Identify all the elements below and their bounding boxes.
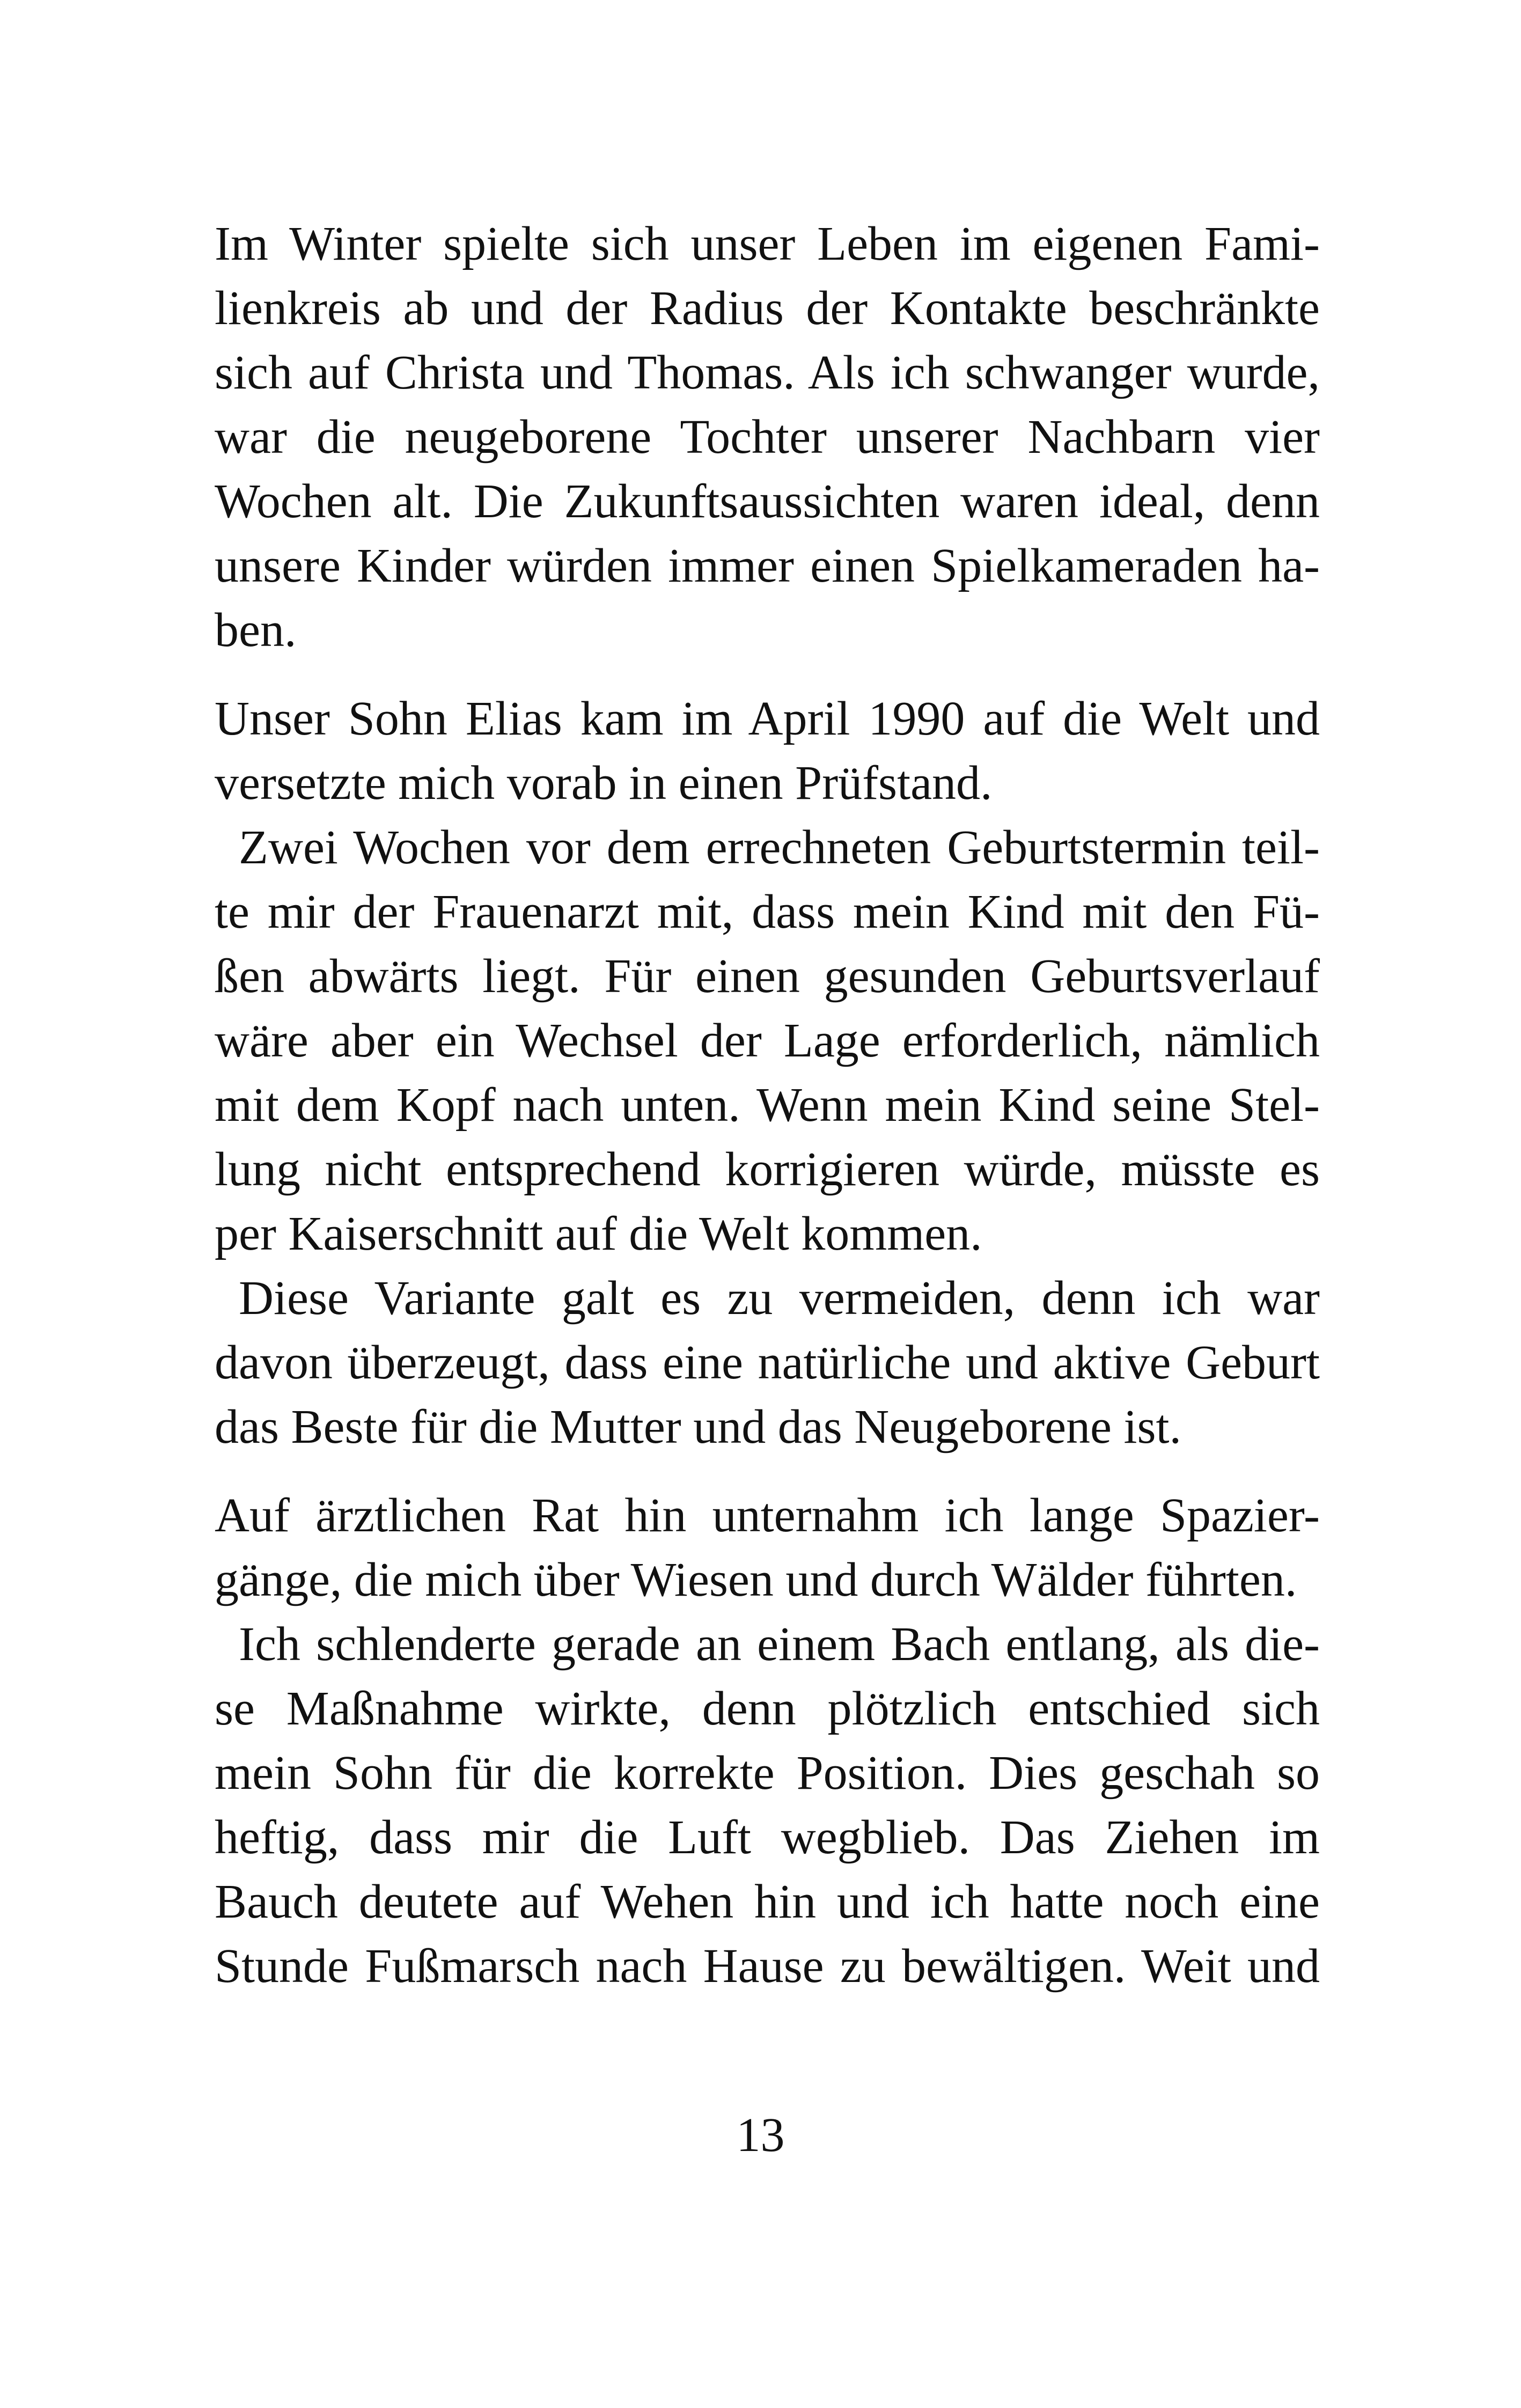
paragraph: [215, 1266, 1320, 1459]
text-line: davon überzeugt, dass eine natürliche und aktive Geburt: [215, 1336, 1320, 1389]
text-line: ßen abwärts liegt. Für einen gesunden Geburtsverlauf: [215, 950, 1320, 1003]
paragraph: [215, 1612, 1320, 1999]
text-line: Stunde Fußmarsch nach Hause zu bewältigen. Weit und: [215, 1940, 1320, 1993]
text-line: Ich schlenderte gerade an einem Bach entlang, als die-: [239, 1618, 1320, 1671]
page-number: 13: [736, 2109, 785, 2162]
paragraph: [215, 687, 1320, 816]
text-line: heftig, dass mir die Luft wegblieb. Das Ziehen im: [215, 1811, 1320, 1864]
paragraph: [215, 212, 1320, 663]
text-line: Diese Variante galt es zu vermeiden, denn ich war: [239, 1272, 1320, 1325]
text-line: mit dem Kopf nach unten. Wenn mein Kind seine Stel-: [215, 1078, 1320, 1132]
text-line: war die neugeborene Tochter unserer Nachbarn vier: [215, 410, 1320, 464]
text-line: Wochen alt. Die Zukunftsaussichten waren ideal, denn: [215, 475, 1320, 528]
paragraph-spacer: [215, 663, 1320, 687]
text-line: Zwei Wochen vor dem errechneten Geburtstermin teil-: [239, 821, 1320, 874]
text-line: ben.: [215, 604, 297, 657]
paragraph-spacer: [215, 1459, 1320, 1484]
text-line: unsere Kinder würden immer einen Spielkameraden ha-: [215, 539, 1320, 592]
text-line: das Beste für die Mutter und das Neugeborene ist.: [215, 1400, 1182, 1453]
text-line: Im Winter spielte sich unser Leben im eigenen Fami-: [215, 217, 1320, 270]
text-line: per Kaiserschnitt auf die Welt kommen.: [215, 1207, 982, 1260]
text-line: lung nicht entsprechend korrigieren würde, müsste es: [215, 1143, 1320, 1196]
text-line: mein Sohn für die korrekte Position. Dies geschah so: [215, 1746, 1320, 1800]
text-line: lienkreis ab und der Radius der Kontakte beschränkte: [215, 282, 1320, 335]
text-line: wäre aber ein Wechsel der Lage erforderlich, nämlich: [215, 1014, 1320, 1067]
text-line: Bauch deutete auf Wehen hin und ich hatte noch eine: [215, 1875, 1320, 1928]
text-line: gänge, die mich über Wiesen und durch Wälder führten.: [215, 1553, 1297, 1606]
text-line: Auf ärztlichen Rat hin unternahm ich lange Spazier-: [215, 1489, 1320, 1542]
text-line: sich auf Christa und Thomas. Als ich schwanger wurde,: [215, 346, 1320, 399]
body-text: [215, 212, 1320, 1999]
text-line: Unser Sohn Elias kam im April 1990 auf die Welt und: [215, 692, 1320, 745]
text-line: se Maßnahme wirkte, denn plötzlich entschied sich: [215, 1682, 1320, 1735]
paragraph: [215, 1484, 1320, 1612]
text-line: te mir der Frauenarzt mit, dass mein Kind mit den Fü-: [215, 885, 1320, 938]
text-line: versetzte mich vorab in einen Prüfstand.: [215, 757, 993, 810]
paragraph: [215, 816, 1320, 1266]
